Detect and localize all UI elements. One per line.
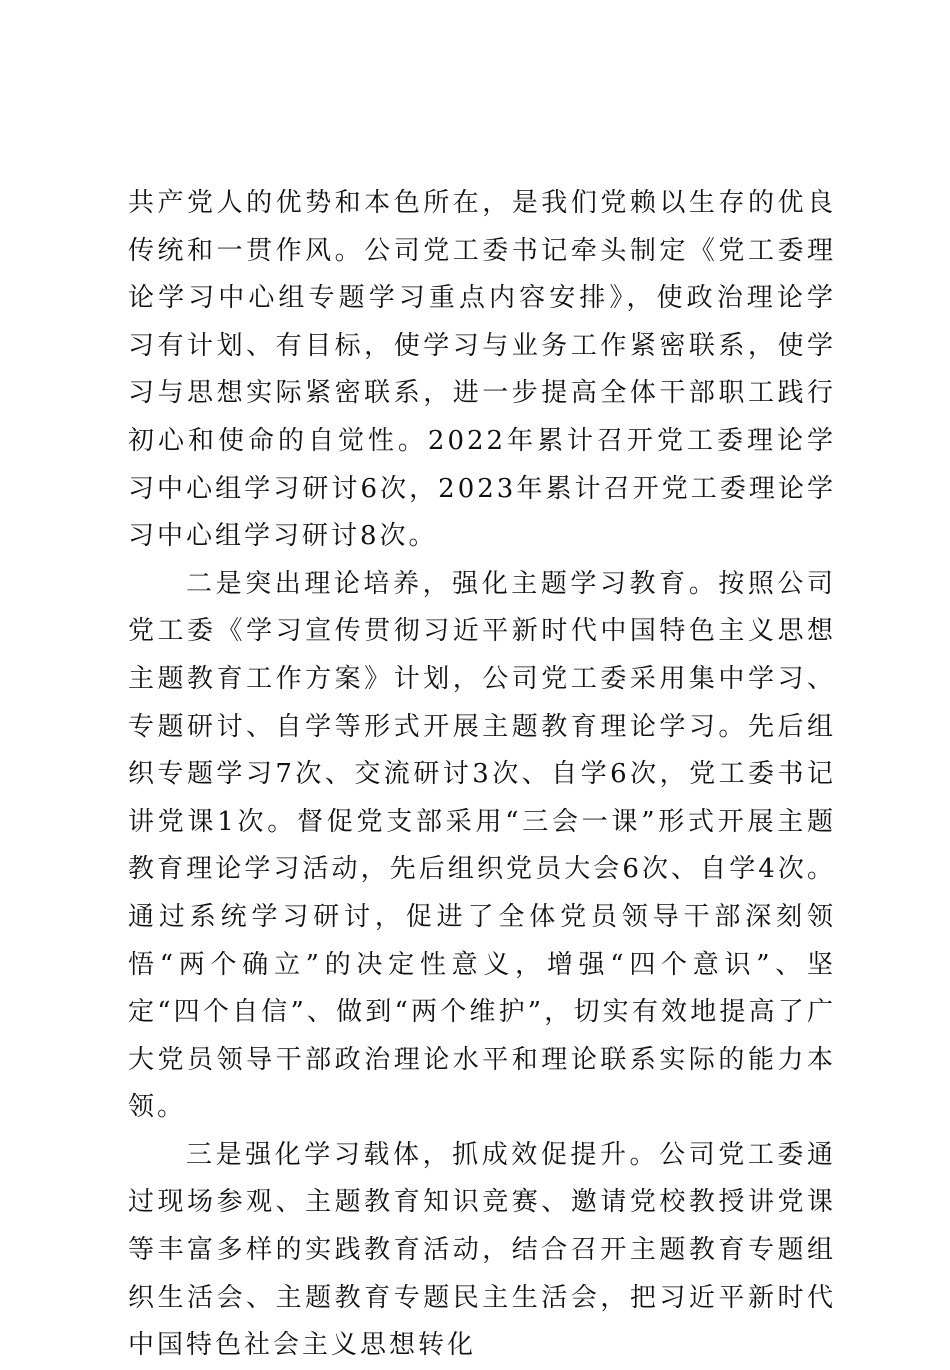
document-body: [128, 180, 836, 1370]
paragraph-continuation: 共产党人的优势和本色所在，是我们党赖以生存的优良传统和一贯作风。公司党工委书记牵头制定《党工委理论学习中心组专题学习重点内容安排》，使政治理论学习有计划、有目标，使学习与业务工作紧密联系，使学习与思想实际紧密联系，进一步提高全体干部职工践行初心和使命的自觉性。2022年累计召开党工委理论学习中心组学习研讨6次，2023年累计召开党工委理论学习中心组学习研讨8次。: [128, 188, 836, 552]
paragraph-point-two: 二是突出理论培养，强化主题学习教育。按照公司党工委《学习宣传贯彻习近平新时代中国特色主义思想主题教育工作方案》计划，公司党工委采用集中学习、专题研讨、自学等形式开展主题教育理论学习。先后组织专题学习7次、交流研讨3次、自学6次，党工委书记讲党课1次。督促党支部采用“三会一课”形式开展主题教育理论学习活动，先后组织党员大会6次、自学4次。通过系统学习研讨，促进了全体党员领导干部深刻领悟“两个确立”的决定性意义，增强“四个意识”、坚定“四个自信”、做到“两个维护”，切实有效地提高了广大党员领导干部政治理论水平和理论联系实际的能力本领。: [128, 568, 836, 1123]
paragraph-point-three: 三是强化学习载体，抓成效促提升。公司党工委通过现场参观、主题教育知识竞赛、邀请党校教授讲党课等丰富多样的实践教育活动，结合召开主题教育专题组织生活会、主题教育专题民主生活会，把习近平新时代中国特色社会主义思想转化: [128, 1139, 836, 1361]
